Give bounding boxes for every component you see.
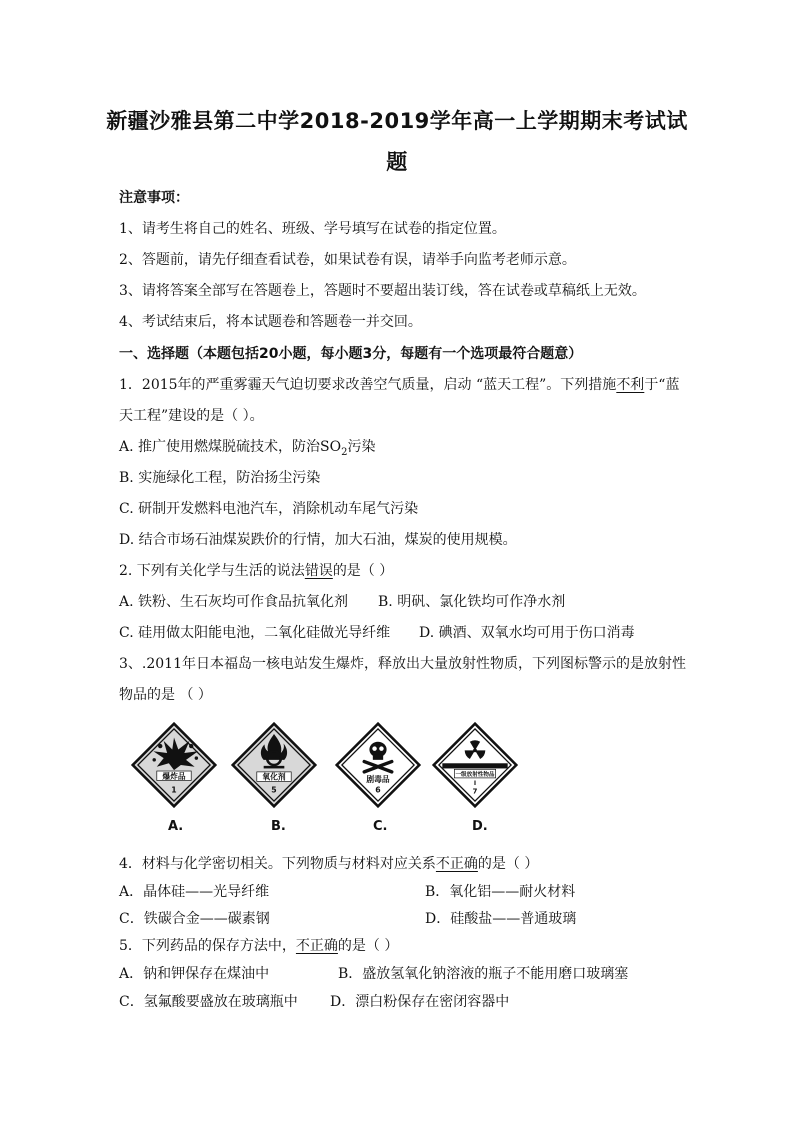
q5-option-b: B．盛放氢氧化钠溶液的瓶子不能用磨口玻璃塞 xyxy=(338,966,629,982)
q5-stem-post: 的是（ ） xyxy=(337,938,399,954)
hazard-sign-radioactive xyxy=(432,722,518,808)
q1-option-b: B. 实施绿化工程，防治扬尘污染 xyxy=(119,470,321,486)
q2-stem-post: 的是（ ） xyxy=(332,563,394,579)
q4-stem-post: 的是（ ） xyxy=(477,856,539,872)
hazard-sign-a-num: 1 xyxy=(171,785,177,795)
q4-stem xyxy=(119,855,538,873)
q3-stem-line1: 3、.2011年日本福岛一核电站发生爆炸，释放出大量放射性物质，下列图标警示的是放射性 xyxy=(119,656,686,672)
q4-option-c: C．铁碳合金——碳素钢 xyxy=(119,911,270,927)
q1-stem-post: 于“蓝 xyxy=(644,377,680,393)
q5-option-a: A．钠和钾保存在煤油中 xyxy=(119,966,270,982)
q3-option-d: D. xyxy=(472,819,488,834)
q4-option-b: B．氧化铝——耐火材料 xyxy=(425,884,576,900)
q1-option-d: D. 结合市场石油煤炭跌价的行情，加大石油，煤炭的使用规模。 xyxy=(119,532,517,548)
hazard-sign-toxic xyxy=(335,722,421,808)
q1-stem-line1 xyxy=(119,376,679,394)
hazard-sign-a-text: 爆炸品 xyxy=(162,771,186,781)
q3-option-c: C. xyxy=(373,819,388,834)
q4-stem-underlined: 不正确 xyxy=(435,856,478,872)
hazard-sign-c-text: 剧毒品 xyxy=(366,775,390,785)
q1-option-a xyxy=(119,438,375,462)
q5-option-c: C．氢氟酸要盛放在玻璃瓶中 xyxy=(119,994,298,1010)
q1-option-a-pre: A. 推广使用燃煤脱硫技术，防治SO xyxy=(119,439,342,455)
q2-option-b: B. 明矾、氯化铁均可作净水剂 xyxy=(378,594,566,610)
q1-option-a-sub: 2 xyxy=(341,446,348,458)
hazard-sign-c-num: 6 xyxy=(375,785,381,795)
note-item-4: 4、考试结束后，将本试题卷和答题卷一并交回。 xyxy=(119,314,422,330)
q1-option-c: C. 研制开发燃料电池汽车，消除机动车尾气污染 xyxy=(119,501,419,517)
hazard-sign-b-text: 氧化剂 xyxy=(262,772,286,782)
q5-option-d: D．漂白粉保存在密闭容器中 xyxy=(330,994,510,1010)
section-heading: 一、选择题（本题包括20小题，每小题3分，每题有一个选项最符合题意） xyxy=(119,346,583,362)
q3-option-a: A. xyxy=(168,819,184,834)
q1-stem-line2: 天工程”建设的是（ ）。 xyxy=(119,408,264,424)
q2-option-d: D. 碘酒、双氧水均可用于伤口消毒 xyxy=(419,625,635,641)
q3-stem-line2: 物品的是 （ ） xyxy=(119,687,212,703)
q2-stem xyxy=(119,562,393,580)
q1-stem-underlined: 不利 xyxy=(616,377,645,393)
note-item-3: 3、请将答案全部写在答题卷上，答题时不要超出装订线，答在试卷或草稿纸上无效。 xyxy=(119,283,646,299)
note-item-2: 2、答题前，请先仔细查看试卷，如果试卷有误，请举手向监考老师示意。 xyxy=(119,252,576,268)
hazard-sign-explosive xyxy=(131,722,217,808)
hazard-sign-d-text: 一级放射性物品 xyxy=(455,772,495,779)
q4-option-d: D．硅酸盐——普通玻璃 xyxy=(425,911,577,927)
q5-stem xyxy=(119,937,398,955)
hazard-sign-d-roman: I xyxy=(473,779,477,787)
exam-title-line2: 题 xyxy=(386,150,408,174)
q5-stem-pre: 5．下列药品的保存方法中， xyxy=(119,938,296,954)
hazard-sign-b-num: 5 xyxy=(271,785,277,795)
hazard-sign-oxidizer xyxy=(231,722,317,808)
exam-title-line1: 新疆沙雅县第二中学2018-2019学年高一上学期期末考试试 xyxy=(106,109,688,133)
q3-option-b: B. xyxy=(271,819,286,834)
q4-stem-pre: 4．材料与化学密切相关。下列物质与材料对应关系 xyxy=(119,856,436,872)
q5-stem-underlined: 不正确 xyxy=(295,938,338,954)
q4-option-a: A．晶体硅——光导纤维 xyxy=(119,884,270,900)
note-item-1: 1、请考生将自己的姓名、班级、学号填写在试卷的指定位置。 xyxy=(119,221,506,237)
q2-option-c: C. 硅用做太阳能电池，二氧化硅做光导纤维 xyxy=(119,625,391,641)
q2-option-a: A. 铁粉、生石灰均可作食品抗氧化剂 xyxy=(119,594,349,610)
q1-option-a-post: 污染 xyxy=(347,439,376,455)
q2-stem-underlined: 错误 xyxy=(304,563,333,579)
q2-stem-pre: 2. 下列有关化学与生活的说法 xyxy=(119,563,305,579)
hazard-sign-d-num: 7 xyxy=(472,787,478,796)
q1-stem-pre: 1．2015年的严重雾霾天气迫切要求改善空气质量，启动 “蓝天工程”。下列措施 xyxy=(119,377,617,393)
notes-heading: 注意事项： xyxy=(119,190,189,206)
